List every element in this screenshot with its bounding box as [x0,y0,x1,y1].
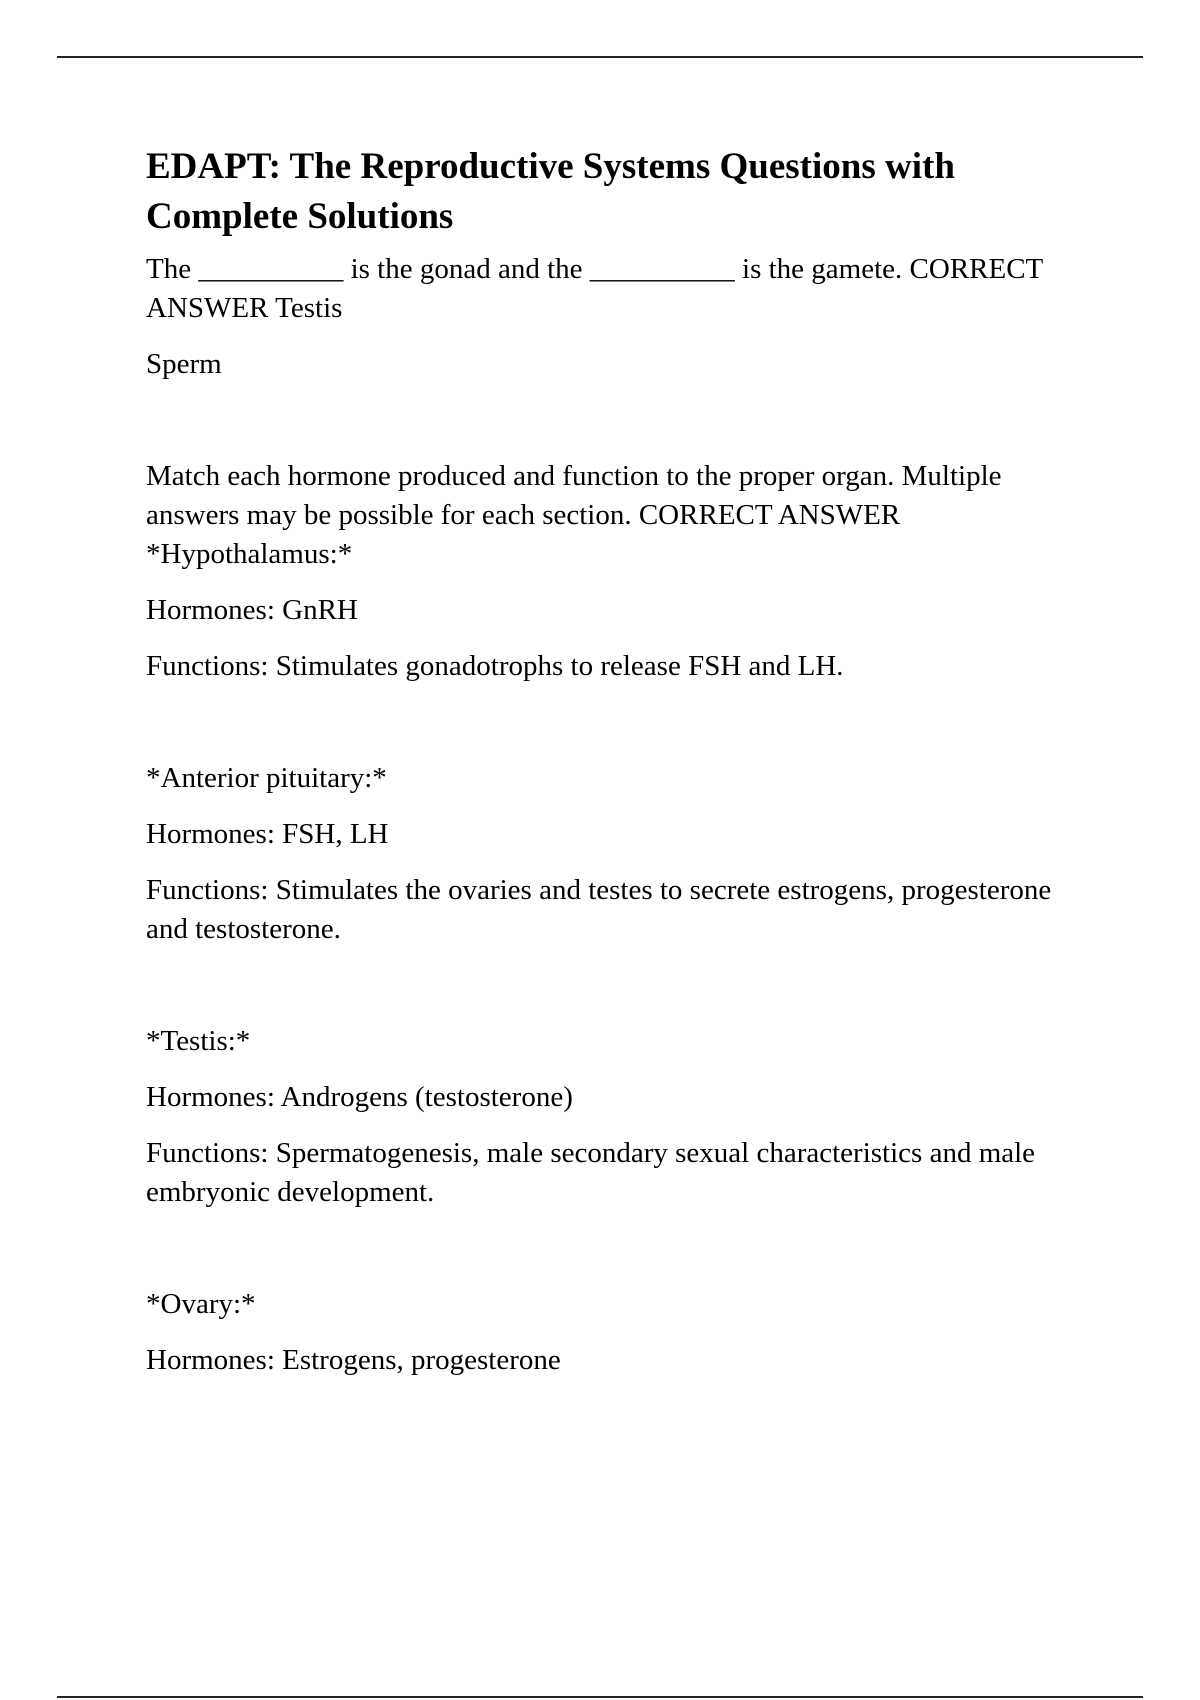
top-divider [57,56,1143,58]
document-body [146,142,1086,1397]
anterior-pituitary-hormones: Hormones: FSH, LH [146,818,389,850]
testis-hormones: Hormones: Androgens (testosterone) [146,1081,573,1113]
question-2-text: Match each hormone produced and function to the proper organ. Multiple answers may be possible for each section. CORRECT ANSWER *Hypothalamus:* [146,460,1002,570]
anterior-pituitary-functions: Functions: Stimulates the ovaries and testes to secrete estrogens, progesterone and testosterone. [146,874,1052,945]
question-1-answer-continued: Sperm [146,348,222,380]
anterior-pituitary-heading: *Anterior pituitary:* [146,762,387,794]
hypothalamus-hormones: Hormones: GnRH [146,594,358,626]
testis-functions: Functions: Spermatogenesis, male secondary sexual characteristics and male embryonic development. [146,1137,1036,1208]
spacer [146,401,1086,457]
ovary-heading: *Ovary:* [146,1288,256,1320]
spacer [146,1229,1086,1285]
testis-heading: *Testis:* [146,1025,251,1057]
document-title: EDAPT: The Reproductive Systems Questions with Complete Solutions [146,146,955,237]
spacer [146,966,1086,1022]
spacer [146,703,1086,759]
hypothalamus-functions: Functions: Stimulates gonadotrophs to release FSH and LH. [146,650,844,682]
bottom-divider [57,1696,1143,1698]
question-1-text: The __________ is the gonad and the __________ is the gamete. CORRECT ANSWER Testis [146,253,1043,324]
ovary-hormones: Hormones: Estrogens, progesterone [146,1344,561,1376]
